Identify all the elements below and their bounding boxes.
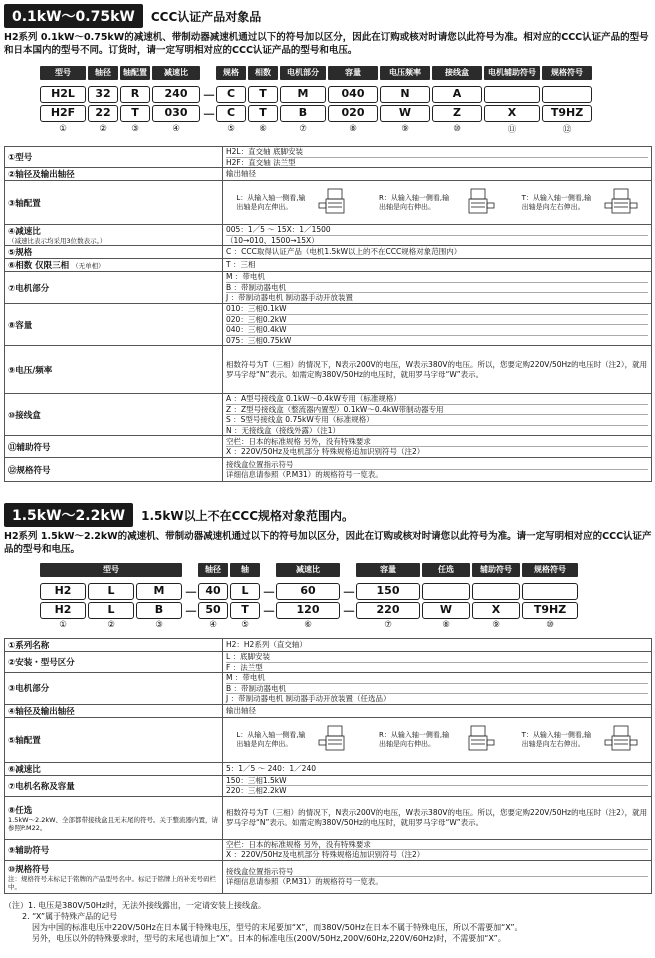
code-number: ① xyxy=(59,124,67,134)
spec-key-label: ①系列名称 xyxy=(8,641,50,651)
spec-value-line: 075：三相0.75kW xyxy=(226,335,292,345)
spec-value xyxy=(223,704,652,717)
spec-key xyxy=(5,181,223,225)
spec-row xyxy=(5,394,652,436)
spec-value xyxy=(223,394,652,436)
spec-value-line: N ：无接线盒（接线外露）（注1） xyxy=(226,425,341,435)
spec-key-label: ⑪辅助符号 xyxy=(8,442,51,453)
spec-value-line: 005：1／5 ～ 15X：1／1500 xyxy=(226,225,648,236)
spec-key-label: ③轴配置 xyxy=(8,198,41,209)
code-value: L xyxy=(88,602,134,619)
spec-key-note: （无单相） xyxy=(72,262,105,270)
spec-key-label: ④减速比 xyxy=(8,227,41,237)
spec-key-label: ⑨电压/频率 xyxy=(8,365,53,376)
code-value: T xyxy=(248,105,278,122)
gear-motor-icon xyxy=(461,725,495,755)
code-header: 任选 xyxy=(422,563,470,577)
spec-key-label: ④轴径及输出轴径 xyxy=(8,706,75,717)
section1-badge: 0.1kW～0.75kW xyxy=(4,4,143,28)
spec-row xyxy=(5,147,652,168)
spec-row xyxy=(5,775,652,796)
code-header: 接线盒 xyxy=(432,66,482,80)
code-number: ⑤ xyxy=(227,124,235,134)
code-value: H2F xyxy=(40,105,86,122)
spec-value-line: M ：带电机 xyxy=(226,272,648,283)
code-value: 040 xyxy=(328,86,378,103)
spec-value xyxy=(223,839,652,860)
spec-value xyxy=(223,246,652,259)
code-header: 型号 xyxy=(40,66,86,80)
spec-key xyxy=(5,436,223,458)
spec-value xyxy=(223,181,652,225)
code-header: 轴径 xyxy=(88,66,118,80)
spec-key xyxy=(5,246,223,259)
spec-row xyxy=(5,168,652,181)
spec-key-note: 1.5kW～2.2kW、全部都带接线盒且无末尾的符号。关于整流器内置，请参照P.M22。 xyxy=(8,815,219,832)
code-value: T9HZ xyxy=(542,105,592,122)
spec-key-label: ⑧容量 xyxy=(8,320,33,331)
section1-intro: H2系列 0.1kW～0.75kW的减速机、带制动器减速机通过以下的符号加以区分，因此在订购或核对时请您以此符号为准。相对应的CCC认证产品的型号和日本国内的型号不同。订货时，请一定写明相对应的CCC认证产品的型号和电压。 xyxy=(4,32,649,56)
section2-subtitle: 1.5kW以上不在CCC规格对象范围内。 xyxy=(141,508,355,523)
code-header: 规格符号 xyxy=(542,66,592,80)
code-number: ⑩ xyxy=(453,124,461,134)
separator-dash: － xyxy=(342,586,356,601)
spec-value-line: 020：三相0.2kW xyxy=(226,315,648,326)
spec-value xyxy=(223,652,652,673)
code-value: 40 xyxy=(198,583,228,600)
code-value: H2 xyxy=(40,602,86,619)
spec-value xyxy=(223,673,652,705)
spec-row xyxy=(5,839,652,860)
code-value: X xyxy=(484,105,540,122)
code-number: ⑨ xyxy=(492,620,500,630)
code-value: M xyxy=(280,86,326,103)
code-value xyxy=(522,583,578,600)
code-value: Z xyxy=(432,105,482,122)
spec-value xyxy=(223,639,652,652)
code-value: 030 xyxy=(152,105,200,122)
code-number: ③ xyxy=(155,620,163,630)
code-value xyxy=(472,583,520,600)
code-header: 电压频率 xyxy=(380,66,430,80)
spec-key xyxy=(5,639,223,652)
spec-key-label: ⑥减速比 xyxy=(8,764,41,775)
code-value: 32 xyxy=(88,86,118,103)
code-number: ⑤ xyxy=(241,620,249,630)
spec-key xyxy=(5,860,223,893)
spec-row xyxy=(5,673,652,705)
spec-value-line: 150：三相1.5kW xyxy=(226,776,648,787)
note-2-detail-b: 另外，电压以外的特殊要求时，型号的末尾也请加上“X”。日本的标准电压(200V/50Hz,200V/60Hz,220V/60Hz)时，不需要加“X”。 xyxy=(32,934,506,943)
spec-value xyxy=(223,796,652,839)
spec-value-line: 空栏：日本的标准规格 另外，没有特殊要求 xyxy=(226,437,648,448)
code-number: ④ xyxy=(172,124,180,134)
spec-value xyxy=(223,304,652,346)
spec-value xyxy=(223,272,652,304)
spec-value-line: C ：CCC取得认证产品（电机1.5kW以上的不在CCC规格对象范围内） xyxy=(226,247,462,257)
section2-title xyxy=(4,503,354,527)
spec-key-label: ⑨辅助符号 xyxy=(8,845,50,856)
code-header: 容量 xyxy=(328,66,378,80)
code-value: T xyxy=(248,86,278,103)
shaft-config-text: R：从输入轴一侧看,输出轴是向右伸出。 xyxy=(378,730,450,748)
spec-value-line: Z ：Z型号接线盒（整流器内置型）0.1kW～0.4kW带制动器专用 xyxy=(226,405,648,416)
spec-row xyxy=(5,272,652,304)
spec-value-line: 相数符号为T（三相）的情况下，N表示200V的电压，W表示380V的电压。所以，您要定购220V/50Hz的电压时（注2），就用罗马字母“N”表示。如需定购380V/50Hz的电压时，就用罗马字母“W”表示。 xyxy=(226,808,648,827)
code-header: 减速比 xyxy=(276,563,340,577)
spec-value-line: J ：带制动器电机 制动器手动开放装置 xyxy=(226,293,353,303)
shaft-config-l xyxy=(236,188,352,218)
spec-value-line: B ：带制动器电机 xyxy=(226,283,648,294)
code-header: 减速比 xyxy=(152,66,200,80)
spec-row xyxy=(5,225,652,246)
spec-row xyxy=(5,181,652,225)
spec-key xyxy=(5,775,223,796)
code-value: C xyxy=(216,86,246,103)
code-value: X xyxy=(472,602,520,619)
code-value: 50 xyxy=(198,602,228,619)
shaft-config-text: L：从输入轴一侧看,输出轴是向左伸出。 xyxy=(236,193,306,211)
spec-value-line: X ：220V/50Hz及电机部分 特殊规格追加识别符号（注2） xyxy=(226,447,425,456)
spec-value-line: H2：H2系列（直交轴） xyxy=(226,640,307,650)
shaft-config-options xyxy=(226,725,648,755)
code-value: T xyxy=(230,602,260,619)
spec-key xyxy=(5,304,223,346)
spec-key xyxy=(5,458,223,482)
code-value: M xyxy=(136,583,182,600)
spec-value-line: B ：带制动器电机 xyxy=(226,684,648,695)
spec-key-note: 注：规格符号未标记于铭牌的产品型号名中。标记于铭牌上的补充号码栏中。 xyxy=(8,874,216,891)
spec-value xyxy=(223,168,652,181)
spec-key-label: ⑫规格符号 xyxy=(8,465,51,476)
code-row-3 xyxy=(40,620,580,630)
spec-key-label: ②轴径及输出轴径 xyxy=(8,170,75,180)
code-header: 辅助符号 xyxy=(472,563,520,577)
code-number: ② xyxy=(99,124,107,134)
code-header: 轴径 xyxy=(198,563,228,577)
spec-key xyxy=(5,346,223,394)
code-value: 150 xyxy=(356,583,420,600)
spec-row xyxy=(5,704,652,717)
code-value: 60 xyxy=(276,583,340,600)
spec-key-label: ⑧任选 xyxy=(8,805,33,816)
code-number: ③ xyxy=(131,124,139,134)
code-header: 轴 xyxy=(230,563,260,577)
code-number: ① xyxy=(59,620,67,630)
spec-row xyxy=(5,304,652,346)
separator-dash: － xyxy=(202,108,216,123)
section2-code-diagram xyxy=(40,563,650,639)
spec-value xyxy=(223,147,652,168)
spec-key-label: ⑥相数 仅限三相 xyxy=(8,261,70,271)
spec-value xyxy=(223,225,652,246)
spec-key-label: ⑩规格符号 xyxy=(8,864,50,875)
code-header: 规格符号 xyxy=(522,563,578,577)
spec-key-label: ⑤规格 xyxy=(8,248,33,258)
code-row-3 xyxy=(40,123,594,135)
spec-value-line: H2F：直交轴 法兰型 xyxy=(226,157,296,167)
spec-key-label: ③电机部分 xyxy=(8,684,50,695)
spec-value-line: M ：带电机 xyxy=(226,673,648,684)
shaft-config-options xyxy=(226,188,648,218)
spec-value-line: X ：220V/50Hz及电机部分 特殊规格追加识别符号（注2） xyxy=(226,850,425,859)
spec-value-line: （10→010、1500→15X） xyxy=(226,235,319,245)
spec-key-label: ⑦电机部分 xyxy=(8,283,50,294)
section2-spec-table xyxy=(4,638,652,894)
code-value: R xyxy=(120,86,150,103)
spec-value-line: 详细信息请参照（P.M31）的规格符号一览表。 xyxy=(226,877,383,886)
gear-motor-icon xyxy=(461,188,495,218)
shaft-config-t xyxy=(522,725,638,755)
gear-motor-icon xyxy=(604,188,638,218)
spec-value xyxy=(223,458,652,482)
code-number: ⑧ xyxy=(349,124,357,134)
code-header: 规格 xyxy=(216,66,246,80)
code-row-1 xyxy=(40,85,594,104)
shaft-config-r xyxy=(379,188,495,218)
spec-key-label: ①型号 xyxy=(8,153,33,163)
gear-motor-icon xyxy=(604,725,638,755)
shaft-config-r xyxy=(379,725,495,755)
spec-row xyxy=(5,762,652,775)
note-2-detail-a: 因为中国的标准电压中220V/50Hz在日本属于特殊电压，型号的末尾要加“X”，而380V/50Hz在日本不属于特殊电压，所以不需要加“X”。 xyxy=(32,923,523,932)
code-number: ⑥ xyxy=(304,620,312,630)
code-number: ⑩ xyxy=(546,620,554,630)
spec-value xyxy=(223,259,652,272)
spec-value-line: T ：三相 xyxy=(226,260,256,270)
section1-spec-table xyxy=(4,146,652,482)
code-number: ② xyxy=(107,620,115,630)
gear-motor-icon xyxy=(318,725,352,755)
spec-value-line: 相数符号为T（三相）的情况下，N表示200V的电压，W表示380V的电压。所以，您要定购220V/50Hz的电压时（注2），就用罗马字母“N”表示。如需定购380V/50Hz的电压时，就用罗马字母“W”表示。 xyxy=(226,360,648,379)
shaft-config-text: L：从输入轴一侧看,输出轴是向左伸出。 xyxy=(236,730,306,748)
spec-key xyxy=(5,717,223,762)
section2-badge: 1.5kW～2.2kW xyxy=(4,503,133,527)
spec-value-line: 010：三相0.1kW xyxy=(226,304,648,315)
code-value: C xyxy=(216,105,246,122)
section2-intro: H2系列 1.5kW～2.2kW的减速机、带制动器减速机通过以下的符号加以区分，因此在订购或核对时请您以此符号为准。请一定写明相对应的CCC认证产品的型号和电压。 xyxy=(4,531,652,555)
spec-row xyxy=(5,860,652,893)
spec-value-line: F ：法兰型 xyxy=(226,662,263,672)
spec-key xyxy=(5,225,223,246)
code-number: ④ xyxy=(209,620,217,630)
code-header: 容量 xyxy=(356,563,420,577)
spec-value-line: 输出轴径 xyxy=(226,169,256,179)
shaft-config-l xyxy=(236,725,352,755)
code-value xyxy=(422,583,470,600)
code-header: 型号 xyxy=(40,563,182,577)
spec-row xyxy=(5,717,652,762)
spec-value-line: 空栏：日本的标准规格 另外，没有特殊要求 xyxy=(226,840,648,851)
spec-row xyxy=(5,458,652,482)
code-number: ⑨ xyxy=(401,124,409,134)
code-number: ⑦ xyxy=(384,620,392,630)
code-row-2 xyxy=(40,601,580,620)
note-1: （注）1. 电压是380V/50Hz时，无法外接线露出，一定请安装上接线盒。 xyxy=(4,901,267,910)
code-number: ⑪ xyxy=(507,125,517,135)
separator-dash: － xyxy=(184,605,198,620)
code-header: 电机部分 xyxy=(280,66,326,80)
code-value: 020 xyxy=(328,105,378,122)
separator-dash: － xyxy=(262,605,276,620)
code-value: L xyxy=(88,583,134,600)
section1-code-diagram xyxy=(40,66,650,142)
spec-value-line: 接线盒位置指示符号 xyxy=(226,460,648,471)
spec-value xyxy=(223,860,652,893)
code-value xyxy=(542,86,592,103)
spec-value-line: H2L：直交轴 底脚安装 xyxy=(226,147,648,158)
spec-value xyxy=(223,436,652,458)
spec-value-line: 5：1／5 ～ 240：1／240 xyxy=(226,763,316,773)
code-value: W xyxy=(422,602,470,619)
spec-key-label: ⑦电机名称及容量 xyxy=(8,781,75,792)
code-value: 240 xyxy=(152,86,200,103)
spec-key-label: ⑩接线盒 xyxy=(8,410,41,421)
code-value: 120 xyxy=(276,602,340,619)
section1-title xyxy=(4,4,261,28)
code-value: T9HZ xyxy=(522,602,578,619)
spec-key xyxy=(5,168,223,181)
code-value: 220 xyxy=(356,602,420,619)
separator-dash: － xyxy=(262,586,276,601)
code-number: ⑦ xyxy=(299,124,307,134)
code-value: N xyxy=(380,86,430,103)
shaft-config-text: R：从输入轴一侧看,输出轴是向右伸出。 xyxy=(378,193,450,211)
spec-key xyxy=(5,839,223,860)
shaft-config-text: T：从输入轴一侧看,输出轴是向左右伸出。 xyxy=(521,730,592,748)
code-value: W xyxy=(380,105,430,122)
spec-row xyxy=(5,246,652,259)
spec-value-line: 040：三相0.4kW xyxy=(226,325,648,336)
separator-dash: － xyxy=(342,605,356,620)
spec-value xyxy=(223,717,652,762)
spec-value-line: J ：带制动器电机 制动器手动开放装置（任选品） xyxy=(226,694,391,703)
shaft-config-t xyxy=(522,188,638,218)
spec-value-line: 接线盒位置指示符号 xyxy=(226,867,648,878)
spec-key xyxy=(5,762,223,775)
code-value: T xyxy=(120,105,150,122)
code-number: ⑥ xyxy=(259,124,267,134)
spec-row xyxy=(5,259,652,272)
code-header: 相数 xyxy=(248,66,278,80)
spec-value-line: 详细信息请参照（P.M31）的规格符号一览表。 xyxy=(226,470,383,479)
code-value: L xyxy=(230,583,260,600)
spec-value-line: 输出轴径 xyxy=(226,705,256,715)
spec-value-line: S ：S型号接线盒 0.75kW专用（标准规格） xyxy=(226,415,648,426)
spec-key-note: （减速比表示均采用3位数表示。） xyxy=(8,237,107,245)
spec-key xyxy=(5,673,223,705)
code-value: B xyxy=(136,602,182,619)
spec-row xyxy=(5,796,652,839)
code-row-header xyxy=(40,563,580,577)
code-value: H2 xyxy=(40,583,86,600)
spec-value xyxy=(223,346,652,394)
spec-value-line: L ：底脚安装 xyxy=(226,652,648,663)
spec-row xyxy=(5,346,652,394)
spec-value xyxy=(223,775,652,796)
code-value: B xyxy=(280,105,326,122)
spec-key-label: ②安装・型号区分 xyxy=(8,658,75,668)
code-value: 22 xyxy=(88,105,118,122)
spec-key xyxy=(5,272,223,304)
footnotes xyxy=(4,900,652,944)
spec-row xyxy=(5,436,652,458)
code-value: A xyxy=(432,86,482,103)
spec-key xyxy=(5,259,223,272)
spec-value xyxy=(223,762,652,775)
spec-key xyxy=(5,394,223,436)
code-row-2 xyxy=(40,104,594,123)
spec-key xyxy=(5,147,223,168)
code-number: ⑧ xyxy=(442,620,450,630)
code-row-1 xyxy=(40,582,580,601)
spec-row xyxy=(5,639,652,652)
gear-motor-icon xyxy=(318,188,352,218)
shaft-config-text: T：从输入轴一侧看,输出轴是向左右伸出。 xyxy=(521,193,592,211)
spec-value-line: 220：三相2.2kW xyxy=(226,786,287,795)
code-header: 电机辅助符号 xyxy=(484,66,540,80)
note-2: 2. “X”属于特殊产品的记号 xyxy=(22,912,118,921)
code-row-0 xyxy=(40,66,594,80)
spec-key-label: ⑤轴配置 xyxy=(8,735,41,746)
spec-value-line: A ：A型号接线盒 0.1kW～0.4kW专用（标准规格） xyxy=(226,394,648,405)
separator-dash: － xyxy=(184,586,198,601)
code-value: H2L xyxy=(40,86,86,103)
code-header: 轴配置 xyxy=(120,66,150,80)
separator-dash: － xyxy=(202,89,216,104)
spec-row xyxy=(5,652,652,673)
code-value xyxy=(484,86,540,103)
code-number: ⑫ xyxy=(562,125,572,135)
spec-key xyxy=(5,652,223,673)
section1-subtitle: CCC认证产品对象品 xyxy=(150,9,262,24)
spec-key xyxy=(5,704,223,717)
spec-key xyxy=(5,796,223,839)
